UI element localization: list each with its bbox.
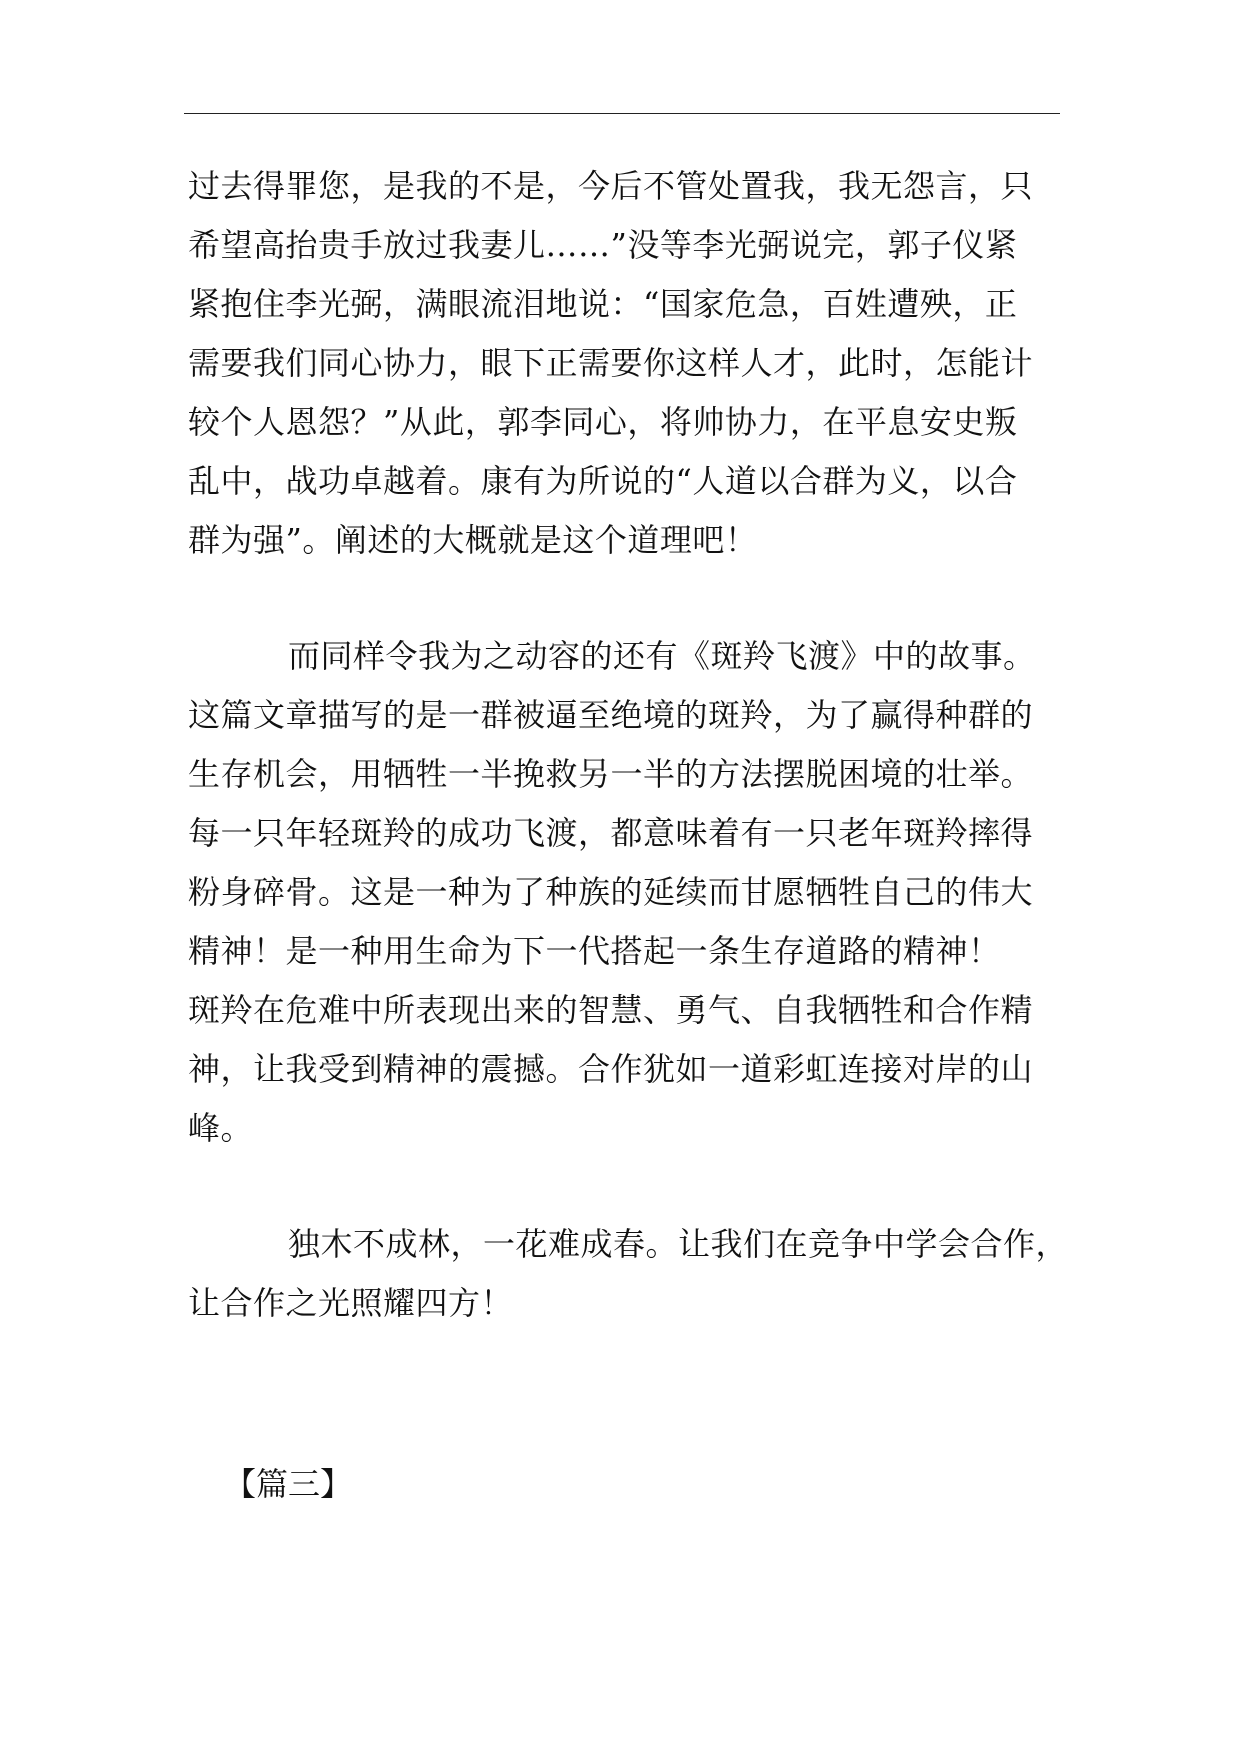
paragraph-1-line-7: 群为强”。阐述的大概就是这个道理吧！ — [188, 521, 758, 559]
paragraph-3-line-2: 让合作之光照耀四方！ — [188, 1284, 514, 1322]
paragraph-2-line-1: 而同样令我为之动容的还有《斑羚飞渡》中的故事。 — [288, 637, 1036, 675]
paragraph-2-line-5: 粉身碎骨。这是一种为了种族的延续而甘愿牺牲自己的伟大 — [188, 873, 1034, 911]
paragraph-2-line-6: 精神！是一种用生命为下一代搭起一条生存道路的精神！ — [188, 932, 1001, 970]
paragraph-1-line-5: 较个人恩怨？”从此，郭李同心，将帅协力，在平息安史叛 — [188, 403, 1018, 441]
paragraph-1-line-4: 需要我们同心协力，眼下正需要你这样人才，此时，怎能计 — [188, 344, 1034, 382]
paragraph-1-line-1: 过去得罪您，是我的不是，今后不管处置我，我无怨言，只 — [188, 167, 1034, 205]
paragraph-3-line-1: 独木不成林，一花难成春。让我们在竞争中学会合作， — [288, 1225, 1069, 1263]
header-rule — [184, 113, 1060, 114]
paragraph-2-line-3: 生存机会，用牺牲一半挽救另一半的方法摆脱困境的壮举。 — [188, 755, 1034, 793]
paragraph-2-line-8: 神，让我受到精神的震撼。合作犹如一道彩虹连接对岸的山 — [188, 1050, 1034, 1088]
paragraph-2-line-7: 斑羚在危难中所表现出来的智慧、勇气、自我牺牲和合作精 — [188, 991, 1034, 1029]
section-heading: 【篇三】 — [224, 1465, 353, 1503]
paragraph-2-line-9: 峰。 — [188, 1109, 254, 1147]
paragraph-1-line-6: 乱中，战功卓越着。康有为所说的“人道以合群为义，以合 — [188, 462, 1018, 500]
paragraph-2-line-2: 这篇文章描写的是一群被逼至绝境的斑羚，为了赢得种群的 — [188, 696, 1034, 734]
paragraph-2-line-4: 每一只年轻斑羚的成功飞渡，都意味着有一只老年斑羚摔得 — [188, 814, 1034, 852]
paragraph-1-line-3: 紧抱住李光弼，满眼流泪地说：“国家危急，百姓遭殃，正 — [188, 285, 1018, 323]
paragraph-1-line-2: 希望高抬贵手放过我妻儿……”没等李光弼说完，郭子仪紧 — [188, 226, 1018, 264]
